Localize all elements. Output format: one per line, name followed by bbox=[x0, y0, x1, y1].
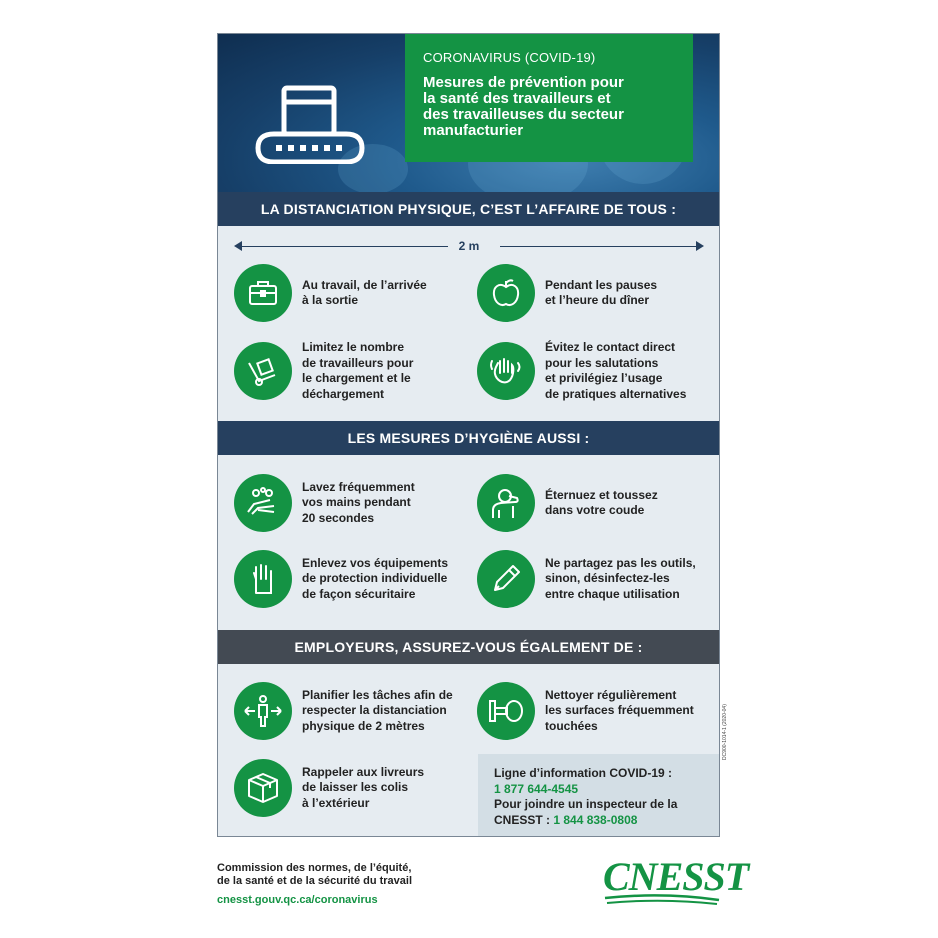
item-breaks-text: Pendant les pauses et l’heure du dîner bbox=[545, 277, 658, 307]
phone-info[interactable]: 1 877 644-4545 bbox=[494, 781, 579, 796]
item-tools-text: Ne partagez pas les outils, sinon, désinfectez-les entre chaque utilisation bbox=[545, 555, 696, 601]
door-handle-icon bbox=[477, 682, 535, 740]
item-plan-text: Planifier les tâches afin de respecter la distanciation physique de 2 mètres bbox=[302, 687, 453, 733]
phone-inspector[interactable]: 1 844 838-0808 bbox=[553, 812, 638, 827]
item-work bbox=[234, 264, 427, 322]
document-code: DC900-1014-1 (2020-04) bbox=[722, 704, 728, 760]
item-sneeze bbox=[477, 474, 658, 532]
conveyor-box-icon bbox=[254, 78, 366, 164]
title-box bbox=[405, 34, 693, 162]
briefcase-icon bbox=[234, 264, 292, 322]
item-clean-text: Nettoyer régulièrement les surfaces fréquemment touchées bbox=[545, 687, 694, 733]
washing-hands-icon bbox=[234, 474, 292, 532]
item-ppe bbox=[234, 550, 448, 608]
apple-icon bbox=[477, 264, 535, 322]
item-delivery bbox=[234, 759, 424, 817]
poster bbox=[217, 33, 720, 837]
item-work-text: Au travail, de l’arrivée à la sortie bbox=[302, 277, 427, 307]
item-tools bbox=[477, 550, 696, 608]
pen-tool-icon bbox=[477, 550, 535, 608]
item-breaks bbox=[477, 264, 657, 322]
hand-truck-icon bbox=[234, 342, 292, 400]
distance-label: 2 m bbox=[458, 239, 480, 253]
info-line-3: CNESST : bbox=[494, 812, 554, 827]
website-link[interactable]: cnesst.gouv.qc.ca/coronavirus bbox=[217, 894, 378, 906]
info-line-1: Ligne d’information COVID-19 : bbox=[494, 766, 673, 780]
section-distancing-header: LA DISTANCIATION PHYSIQUE, C’EST L’AFFAIRE DE TOUS : bbox=[218, 192, 719, 226]
organization-name: Commission des normes, de l’équité, de la santé et de la sécurité du travail bbox=[217, 862, 413, 887]
item-ppe-text: Enlevez vos équipements de protection individuelle de façon sécuritaire bbox=[302, 555, 449, 601]
page-title: Mesures de prévention pour la santé des travailleurs et des travailleuses du secteur manufacturier bbox=[423, 74, 624, 139]
item-clean bbox=[477, 682, 694, 740]
sneeze-elbow-icon bbox=[477, 474, 535, 532]
logo-swoosh bbox=[603, 894, 721, 908]
section-hygiene-header: LES MESURES D’HYGIÈNE AUSSI : bbox=[218, 421, 719, 455]
item-loading bbox=[234, 340, 413, 402]
hero-banner bbox=[218, 34, 719, 192]
item-contact bbox=[477, 340, 686, 402]
item-contact-text: Évitez le contact direct pour les salutations et privilégiez l’usage de pratiques alternatives bbox=[545, 340, 687, 401]
waving-hand-icon bbox=[477, 342, 535, 400]
item-plan bbox=[234, 682, 453, 740]
logo-wordmark: CNESST bbox=[603, 854, 749, 899]
distance-indicator bbox=[234, 238, 704, 254]
section-employers-header: EMPLOYEURS, ASSUREZ-VOUS ÉGALEMENT DE : bbox=[218, 630, 719, 664]
cnesst-logo bbox=[603, 854, 749, 908]
person-arrows-icon bbox=[234, 682, 292, 740]
item-delivery-text: Rappeler aux livreurs de laisser les colis à l’extérieur bbox=[302, 764, 425, 810]
info-box bbox=[478, 754, 719, 836]
kicker: CORONAVIRUS (COVID-19) bbox=[423, 50, 596, 65]
item-wash-text: Lavez fréquemment vos mains pendant 20 secondes bbox=[302, 479, 415, 525]
item-wash bbox=[234, 474, 415, 532]
package-icon bbox=[234, 759, 292, 817]
item-loading-text: Limitez le nombre de travailleurs pour le chargement et le déchargement bbox=[302, 340, 414, 401]
info-line-2: Pour joindre un inspecteur de la bbox=[494, 797, 678, 811]
glove-icon bbox=[234, 550, 292, 608]
item-sneeze-text: Éternuez et toussez dans votre coude bbox=[545, 487, 658, 517]
